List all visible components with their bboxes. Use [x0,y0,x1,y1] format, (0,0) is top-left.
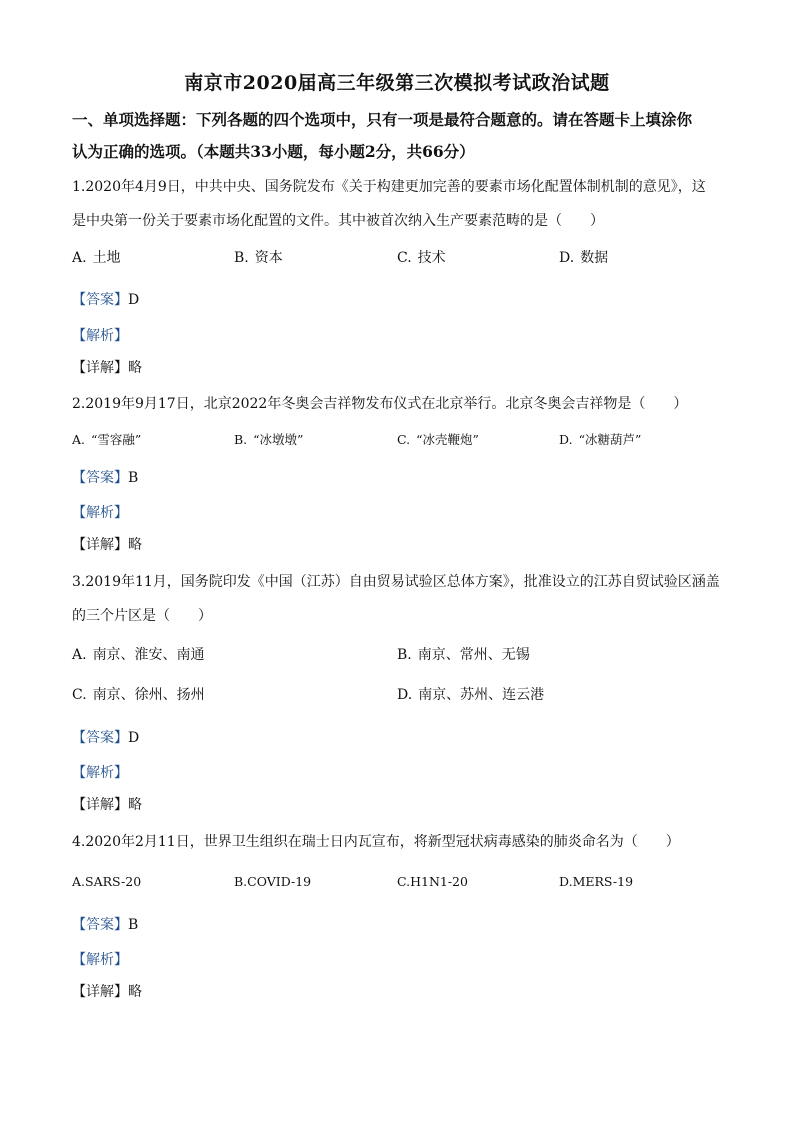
answer-value: D [128,730,140,746]
page-title: 南京市2020届高三年级第三次模拟考试政治试题 [184,72,610,94]
question-2-detail [72,532,142,558]
option-letter: A. [72,250,87,266]
question-3-option-a [72,640,205,670]
question-3-options-row1 [72,640,732,670]
question-3-answer [72,725,139,751]
section-instructions-line1: 一、单项选择题：下列各题的四个选项中，只有一项是最符合题意的。请在答题卡上填涂你 [72,110,693,129]
question-2-analysis [72,500,128,526]
question-4-option-a [72,867,141,897]
option-text: “冰糖葫芦” [578,432,642,447]
question-4-analysis [72,947,128,973]
question-1-option-d [559,243,608,273]
option-text: 土地 [92,250,121,266]
question-2-option-d [559,425,641,455]
detail-label: 【详解】 [72,797,128,813]
option-text: 南京、徐州、扬州 [92,687,205,703]
question-1-option-a [72,243,121,273]
option-text: MERS-19 [572,874,634,889]
option-text: 数据 [580,250,609,266]
answer-label: 【答案】 [72,730,128,746]
option-text: 技术 [417,250,446,266]
option-letter: B. [234,874,248,889]
analysis-label: 【解析】 [72,765,128,781]
option-letter: D. [559,874,573,889]
option-letter: D. [397,687,413,703]
option-letter: C. [397,432,411,447]
question-1-detail [72,355,142,381]
question-4-option-d [559,867,633,897]
analysis-label: 【解析】 [72,328,128,344]
section-instructions [72,104,732,168]
detail-value: 略 [128,360,142,376]
question-3-analysis [72,760,128,786]
option-text: “雪容融” [91,432,142,447]
question-2-stem [72,387,732,421]
question-3-option-b [397,640,530,670]
answer-value: B [128,470,139,486]
detail-value: 略 [128,984,142,1000]
option-text: 南京、常州、无锡 [417,647,530,663]
option-text: SARS-20 [85,874,142,889]
question-1-option-b [234,243,283,273]
answer-value: D [128,292,140,308]
question-1-analysis [72,323,128,349]
question-3-stem-line2: 的三个片区是（ ） [72,608,212,624]
question-2-options [72,425,732,455]
question-1-stem-line1: 1.2020年4月9日，中共中央、国务院发布《关于构建更加完善的要素市场化配置体制机制的意见》，这 [72,179,706,195]
option-letter: D. [559,432,573,447]
option-text: COVID-19 [247,874,312,889]
question-3-option-d [397,680,544,710]
question-3-stem-line1: 3.2019年11月，国务院印发《中国（江苏）自由贸易试验区总体方案》，批准设立的江苏自贸试验区涵盖 [72,574,720,590]
question-3-option-c [72,680,205,710]
option-text: 南京、苏州、连云港 [418,687,545,703]
option-text: 资本 [254,250,283,266]
answer-label: 【答案】 [72,470,128,486]
option-letter: C. [72,687,87,703]
option-text: 南京、淮安、南通 [92,647,205,663]
option-letter: C. [397,250,412,266]
question-2-answer [72,465,138,491]
question-2-option-a [72,425,141,455]
question-2-option-c [397,425,479,455]
question-4-stem-line1: 4.2020年2月11日，世界卫生组织在瑞士日内瓦宣布，将新型冠状病毒感染的肺炎命名为（ ） [72,834,680,850]
analysis-label: 【解析】 [72,952,128,968]
question-3-stem [72,565,732,633]
question-4-stem [72,825,732,859]
option-letter: C. [397,874,411,889]
option-letter: B. [234,250,249,266]
answer-label: 【答案】 [72,917,128,933]
question-4-option-b [234,867,311,897]
question-1-options [72,243,732,273]
detail-value: 略 [128,537,142,553]
analysis-label: 【解析】 [72,505,128,521]
detail-label: 【详解】 [72,537,128,553]
option-letter: B. [397,647,412,663]
question-1-stem-line2: 是中央第一份关于要素市场化配置的文件。其中被首次纳入生产要素范畴的是（ ） [72,213,604,229]
question-1-option-c [397,243,446,273]
question-4-options [72,867,732,897]
question-4-detail [72,979,142,1005]
question-2-stem-line1: 2.2019年9月17日，北京2022年冬奥会吉祥物发布仪式在北京举行。北京冬奥会吉祥物是（ ） [72,396,688,412]
question-3-detail [72,792,142,818]
option-letter: A. [72,647,87,663]
option-letter: B. [234,432,248,447]
question-4-answer [72,912,138,938]
answer-label: 【答案】 [72,292,128,308]
option-text: “冰墩墩” [253,432,304,447]
section-instructions-line2: 认为正确的选项。（本题共33小题，每小题2分，共66分） [72,142,475,161]
detail-value: 略 [128,797,142,813]
answer-value: B [128,917,139,933]
question-3-options-row2 [72,680,732,710]
question-1-stem [72,170,732,238]
detail-label: 【详解】 [72,984,128,1000]
option-letter: A. [72,874,86,889]
option-letter: D. [559,250,575,266]
option-text: “冰壳鞭炮” [416,432,479,447]
option-letter: A. [72,432,86,447]
question-2-option-b [234,425,303,455]
detail-label: 【详解】 [72,360,128,376]
question-4-option-c [397,867,468,897]
question-1-answer [72,287,139,313]
option-text: H1N1-20 [410,874,468,889]
